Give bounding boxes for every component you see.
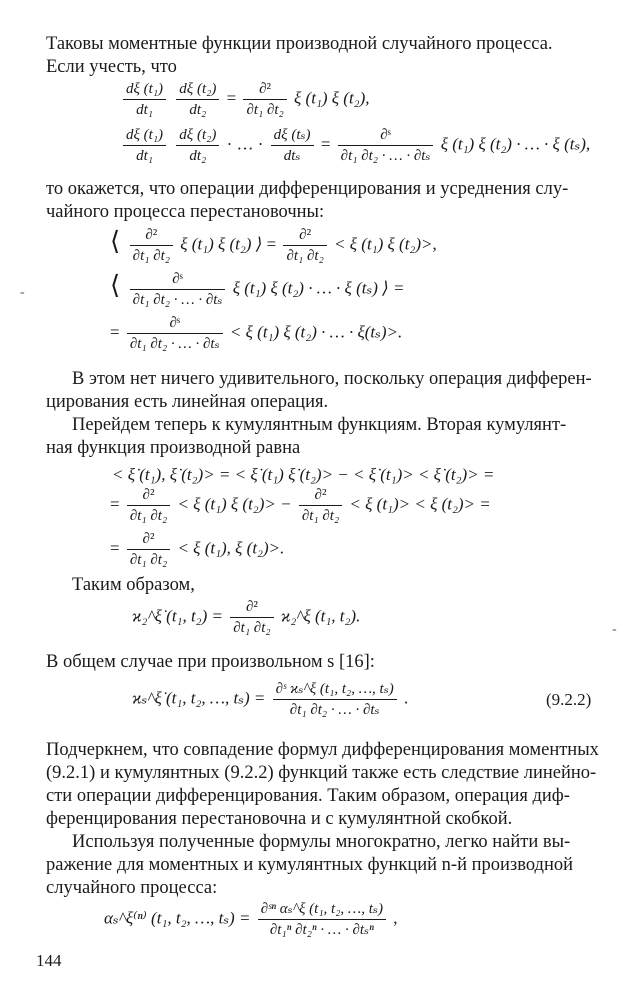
paragraph-line: то окажется, что операции дифференцирования и усреднения слу- [46,179,569,199]
fraction: $\frac{\text{dξ (t₁)}}{\text{dt₁}}$ [123,80,166,119]
equation-moment-s: $\frac{\text{dξ (t₁)}}{\text{dt₁}}$ $\frac{\text{dξ (t₂)}}{\text{dt₂}}$ · … · $\frac{\text{dξ (tₛ)}}{\text{dtₛ}}$ = $\frac{\text{∂ˢ}}{\text{∂t₁ ∂t₂ · … · ∂tₛ}}$ ξ (t₁) ξ (t₂) · … · ξ (tₛ), [120,126,590,165]
fraction: $\frac{\text{∂²}}{\text{∂t₁ ∂t₂}}$ [283,226,326,265]
paragraph-line: Таковы моментные функции производной случайного процесса. [46,34,553,54]
fraction: $\frac{\text{dξ (t₁)}}{\text{dt₁}}$ [123,126,166,165]
page-number: 144 [36,951,62,970]
paragraph-line: ная функция производной равна [46,438,301,458]
fraction: $\frac{\text{dξ (tₛ)}}{\text{dtₛ}}$ [271,126,314,165]
equation-average-2: ⟨ $\frac{\text{∂²}}{\text{∂t₁ ∂t₂}}$ ξ (t₁) ξ (t₂) ⟩ = $\frac{\text{∂²}}{\text{∂t₁ ∂t₂}}$ < ξ (t₁) ξ (t₂)>, [110,226,437,264]
paragraph-line: В общем случае при произвольном s [16]: [46,652,375,672]
fraction: $\frac{\text{∂ˢⁿ αₛ\textasciicircum{}ξ (t₁, t₂, …, tₛ)}}{\text{∂t₁ⁿ ∂t₂ⁿ · … · ∂tₛⁿ}}$ [258,900,386,939]
fraction: $\frac{\text{∂ˢ ϰₛ\textasciicircum{}ξ (t₁, t₂, …, tₛ)}}{\text{∂t₁ ∂t₂ · … · ∂tₛ}}$ [273,680,397,719]
fraction: $\frac{\text{∂ˢ}}{\text{∂t₁ ∂t₂ · … · ∂tₛ}}$ [130,270,226,309]
paragraph-line: Подчеркнем, что совпадение формул дифференцирования моментных [46,740,599,760]
equation-cumulant-line1: < ξ̇ (t₁), ξ̇ (t₂)> = < ξ̇ (t₁) ξ̇ (t₂)> − < ξ̇ (t₁)> < ξ̇ (t₂)> = [112,465,495,484]
fraction: $\frac{\text{dξ (t₂)}}{\text{dt₂}}$ [176,80,219,119]
paragraph-line: ражение для моментных и кумулянтных функций n-й производной [46,855,573,875]
equation-alpha-n: αₛ^ξ⁽ⁿ⁾ (t₁, t₂, …, tₛ) = $\frac{\text{∂ˢⁿ αₛ\textasciicircum{}ξ (t₁, t₂, …, tₛ)}}{\text{∂t₁ⁿ ∂t₂ⁿ · … · ∂tₛⁿ}}$ , [104,901,398,938]
paragraph-line: сти операции дифференцирования. Таким образом, операция диф- [46,786,570,806]
fraction: $\frac{\text{∂ˢ}}{\text{∂t₁ ∂t₂ · … · ∂tₛ}}$ [127,314,223,353]
paragraph-line: Таким образом, [72,575,195,595]
paragraph-line: В этом нет ничего удивительного, поскольку операция дифферен- [72,369,592,389]
paragraph-line: Используя полученные формулы многократно, легко найти вы- [72,832,571,852]
fraction: $\frac{\text{∂²}}{\text{∂t₁ ∂t₂}}$ [127,530,170,569]
fraction: $\frac{\text{∂²}}{\text{∂t₁ ∂t₂}}$ [230,598,273,637]
fraction: $\frac{\text{∂²}}{\text{∂t₁ ∂t₂}}$ [130,226,173,265]
paragraph-line: Перейдем теперь к кумулянтным функциям. Вторая кумулянт- [72,415,567,435]
fraction: $\frac{\text{∂²}}{\text{∂t₁ ∂t₂}}$ [243,80,286,119]
paragraph-line: чайного процесса перестановочны: [46,202,325,222]
equation-cumulant-line3: = $\frac{\text{∂²}}{\text{∂t₁ ∂t₂}}$ < ξ (t₁), ξ (t₂)>. [110,531,285,568]
margin-mark: - [20,285,25,300]
equation-average-s-result: = $\frac{\text{∂ˢ}}{\text{∂t₁ ∂t₂ · … · ∂tₛ}}$ < ξ (t₁) ξ (t₂) · … · ξ(tₛ)>. [110,315,403,352]
paragraph-line: Если учесть, что [46,57,177,77]
equation-number: (9.2.2) [546,690,592,709]
equation-cumulant-line2: = $\frac{\text{∂²}}{\text{∂t₁ ∂t₂}}$ < ξ (t₁) ξ (t₂)> − $\frac{\text{∂²}}{\text{∂t₁ ∂t₂}}$ < ξ (t₁)> < ξ (t₂)> = [110,487,491,524]
fraction: $\frac{\text{dξ (t₂)}}{\text{dt₂}}$ [176,126,219,165]
margin-mark: - [612,622,617,637]
fraction: $\frac{\text{∂²}}{\text{∂t₁ ∂t₂}}$ [299,486,342,525]
paragraph-line: случайного процесса: [46,878,218,898]
equation-kappa-2: ϰ₂^ξ̇ (t₁, t₂) = $\frac{\text{∂²}}{\text{∂t₁ ∂t₂}}$ ϰ₂^ξ (t₁, t₂). [132,599,361,636]
paragraph-line: (9.2.1) и кумулянтных (9.2.2) функций также есть следствие линейно- [46,763,597,783]
equation-moment-2: $\frac{\text{dξ (t₁)}}{\text{dt₁}}$ $\frac{\text{dξ (t₂)}}{\text{dt₂}}$ = $\frac{\text{∂²}}{\text{∂t₁ ∂t₂}}$ ξ (t₁) ξ (t₂), [120,80,370,119]
equation-average-s: ⟨ $\frac{\text{∂ˢ}}{\text{∂t₁ ∂t₂ · … · ∂tₛ}}$ ξ (t₁) ξ (t₂) · … · ξ (tₛ) ⟩ = [110,270,405,308]
equation-kappa-s: ϰₛ^ξ̇ (t₁, t₂, …, tₛ) = $\frac{\text{∂ˢ ϰₛ\textasciicircum{}ξ (t₁, t₂, …, tₛ)}}{\text{∂t₁ ∂t₂ · … · ∂tₛ}}$ . [132,681,409,718]
fraction: $\frac{\text{∂²}}{\text{∂t₁ ∂t₂}}$ [127,486,170,525]
fraction: $\frac{\text{∂ˢ}}{\text{∂t₁ ∂t₂ · … · ∂tₛ}}$ [338,126,434,165]
paragraph-line: ференцирования перестановочна и с кумулянтной скобкой. [46,809,513,829]
paragraph-line: цирования есть линейная операция. [46,392,329,412]
